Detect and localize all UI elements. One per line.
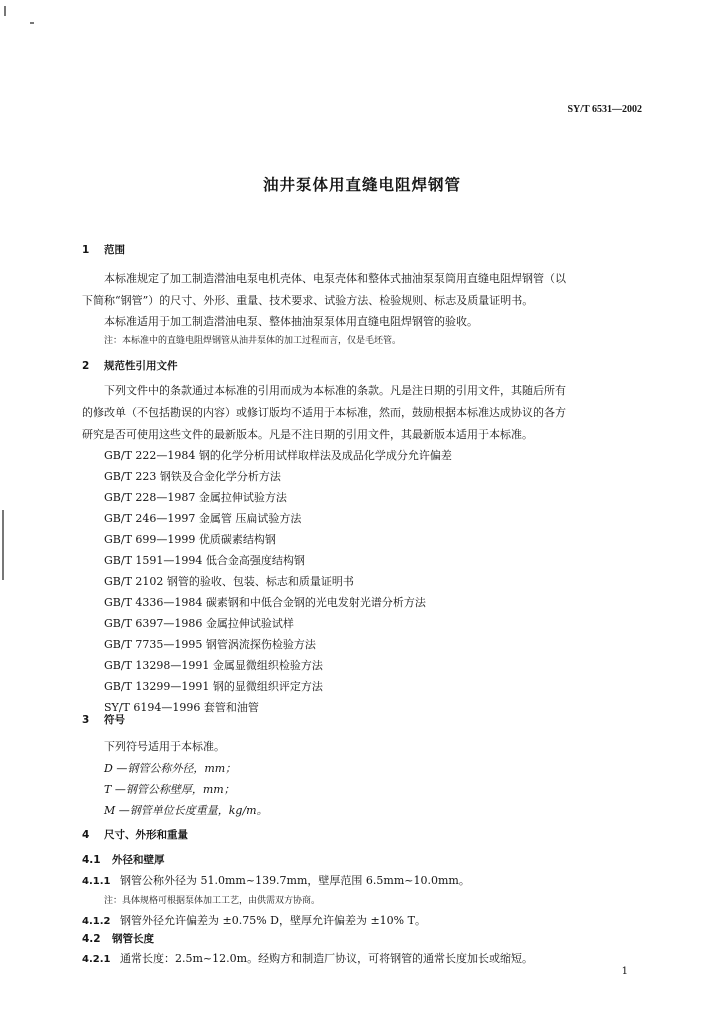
section-1-heading	[82, 242, 125, 257]
clause-number: 4.1.2	[82, 916, 111, 927]
reference-item: GB/T 222—1984 钢的化学分析用试样取样法及成品化学成分允许偏差	[104, 449, 452, 462]
symbol-definition: M —钢管单位长度重量，kg/m。	[104, 804, 268, 817]
section-3-heading	[82, 712, 125, 727]
section-number: 2	[82, 360, 90, 372]
reference-item: GB/T 246—1997 金属管 压扁试验方法	[104, 512, 302, 525]
clause-text: 钢管公称外径为 51.0mm~139.7mm，壁厚范围 6.5mm~10.0mm。	[120, 874, 470, 887]
clause-number: 4.1.1	[82, 876, 111, 887]
page-number: 1	[621, 966, 628, 977]
clause-text: 通常长度：2.5m~12.0m。经购方和制造厂协议，可将钢管的通常长度加长或缩短。	[120, 952, 534, 965]
paragraph-line: 本标准规定了加工制造潜油电泵电机壳体、电泵壳体和整体式抽油泵泵筒用直缝电阻焊钢管（以	[104, 272, 566, 285]
note: 注：具体规格可根据泵体加工工艺，由供需双方协商。	[104, 896, 321, 906]
section-title: 范围	[104, 244, 125, 256]
reference-item: GB/T 223 钢铁及合金化学分析方法	[104, 470, 281, 483]
scan-mark	[4, 6, 6, 16]
subsection-number: 4.1	[82, 854, 101, 866]
section-2-heading	[82, 358, 178, 373]
subsection-4-1-heading	[82, 852, 165, 867]
scan-mark	[30, 22, 34, 24]
document-title: 油井泵体用直缝电阻焊钢管	[262, 176, 461, 194]
clause-4-1-2	[82, 912, 426, 928]
paragraph-line: 的修改单（不包括勘误的内容）或修订版均不适用于本标准，然而，鼓励根据本标准达成协议的各方	[82, 406, 566, 419]
reference-item: GB/T 6397—1986 金属拉伸试验试样	[104, 617, 294, 630]
section-title: 规范性引用文件	[104, 360, 178, 372]
paragraph-line: 下简称“钢管”）的尺寸、外形、重量、技术要求、试验方法、检验规则、标志及质量证明书。	[82, 294, 534, 307]
subsection-number: 4.2	[82, 933, 101, 945]
subsection-title: 外径和壁厚	[112, 854, 165, 866]
section-title: 符号	[104, 714, 125, 726]
reference-item: SY/T 6194—1996 套管和油管	[104, 701, 259, 714]
reference-item: GB/T 13299—1991 钢的显微组织评定方法	[104, 680, 323, 693]
reference-item: GB/T 13298—1991 金属显微组织检验方法	[104, 659, 323, 672]
clause-text: 钢管外径允许偏差为 ±0.75% D，壁厚允许偏差为 ±10% T。	[120, 914, 426, 927]
section-number: 1	[82, 244, 90, 256]
reference-item: GB/T 699—1999 优质碳素结构钢	[104, 533, 276, 546]
standard-code: SY/T 6531—2002	[567, 104, 642, 115]
note: 注：本标准中的直缝电阻焊钢管从油井泵体的加工过程而言，仅是毛坯管。	[104, 336, 402, 346]
section-4-heading	[82, 827, 188, 842]
paragraph-line: 本标准适用于加工制造潜油电泵、整体抽油泵泵体用直缝电阻焊钢管的验收。	[104, 315, 478, 328]
reference-item: GB/T 228—1987 金属拉伸试验方法	[104, 491, 287, 504]
section-number: 3	[82, 714, 90, 726]
reference-item: GB/T 2102 钢管的验收、包装、标志和质量证明书	[104, 575, 354, 588]
clause-4-2-1	[82, 950, 533, 966]
paragraph-line: 下列符号适用于本标准。	[104, 740, 225, 753]
section-number: 4	[82, 829, 90, 841]
reference-item: GB/T 1591—1994 低合金高强度结构钢	[104, 554, 305, 567]
subsection-4-2-heading	[82, 931, 154, 946]
paragraph-line: 研究是否可使用这些文件的最新版本。凡是不注日期的引用文件，其最新版本适用于本标准。	[82, 428, 533, 441]
paragraph-line: 下列文件中的条款通过本标准的引用而成为本标准的条款。凡是注日期的引用文件，其随后所有	[104, 384, 566, 397]
reference-item: GB/T 7735—1995 钢管涡流探伤检验方法	[104, 638, 316, 651]
symbol-definition: D —钢管公称外径，mm；	[104, 762, 237, 775]
section-title: 尺寸、外形和重量	[104, 829, 188, 841]
symbol-definition: T —钢管公称壁厚，mm；	[104, 783, 235, 796]
clause-4-1-1	[82, 872, 470, 888]
subsection-title: 钢管长度	[112, 933, 154, 945]
clause-number: 4.2.1	[82, 954, 111, 965]
scan-mark	[2, 510, 4, 580]
reference-item: GB/T 4336—1984 碳素钢和中低合金钢的光电发射光谱分析方法	[104, 596, 426, 609]
